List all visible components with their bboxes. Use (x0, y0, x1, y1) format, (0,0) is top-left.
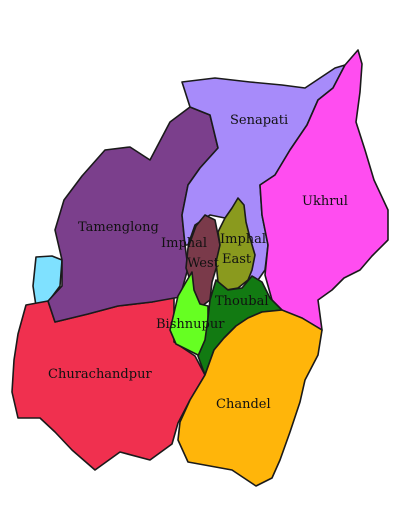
label-imphal-west-line1: Imphal (161, 236, 208, 251)
label-tamenglong: Tamenglong (78, 220, 159, 235)
label-bishnupur: Bishnupur (156, 317, 225, 332)
label-churachandpur: Churachandpur (48, 367, 152, 382)
label-ukhrul: Ukhrul (302, 194, 348, 209)
label-senapati: Senapati (230, 113, 289, 128)
label-chandel: Chandel (216, 397, 271, 412)
label-imphal-east-line1: Imphal (220, 232, 267, 247)
label-imphal-west-line2: West (187, 256, 219, 271)
label-imphal-east-line2: East (222, 252, 252, 267)
label-thoubal: Thoubal (215, 294, 269, 309)
